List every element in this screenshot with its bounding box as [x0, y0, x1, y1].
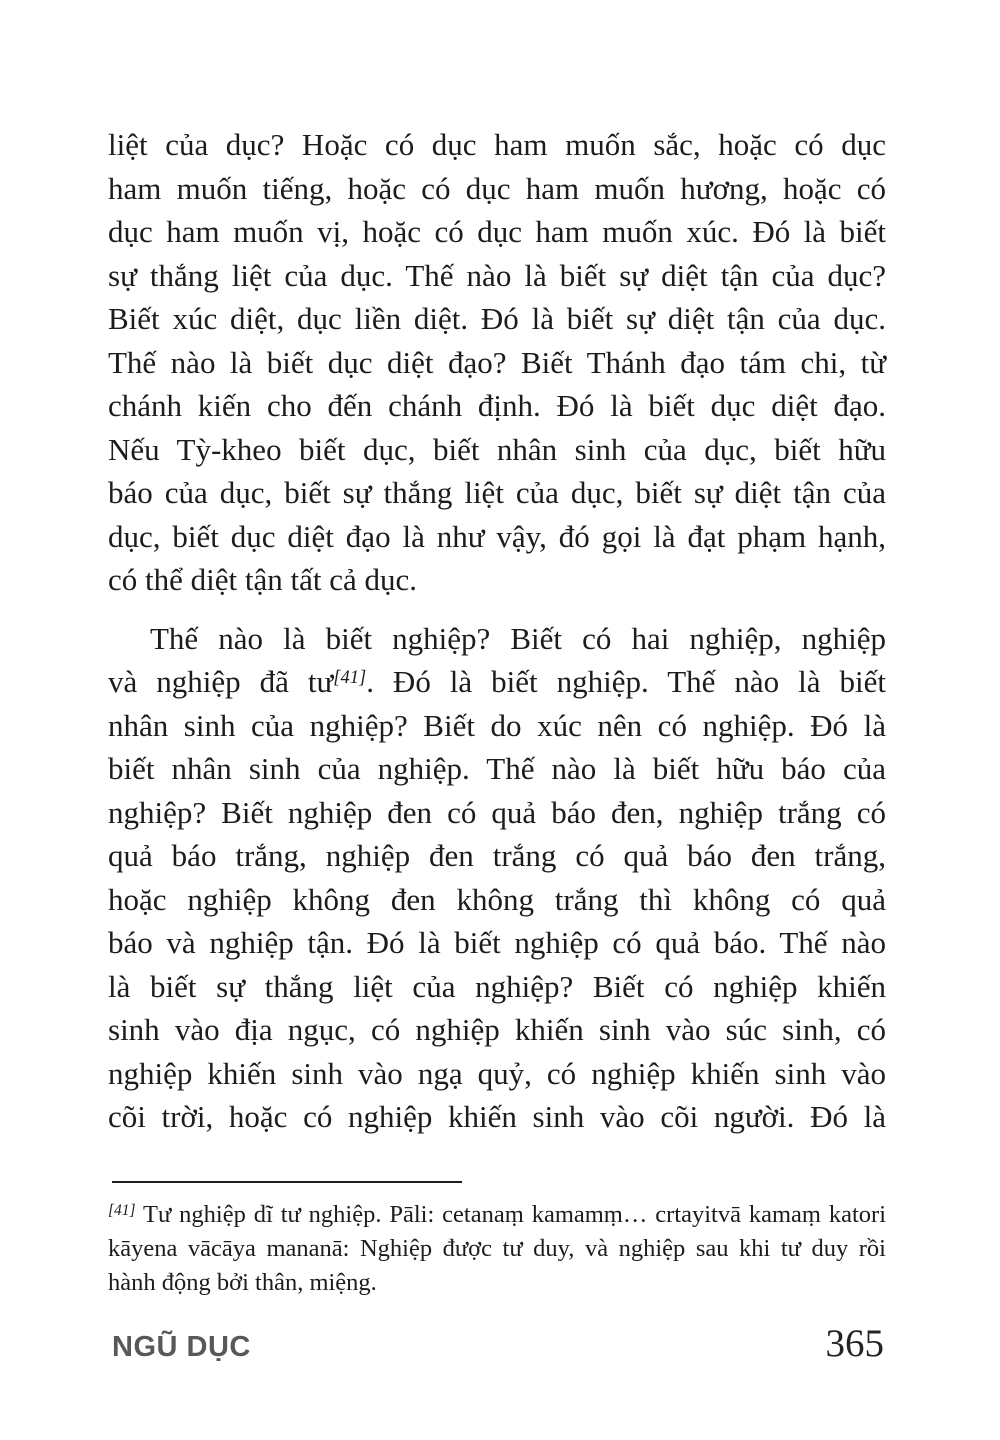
- body-text-line: nghiệp khiến sinh vào ngạ quỷ, có nghiệp khiến sinh vào: [108, 1055, 886, 1091]
- body-text-line: liệt của dục? Hoặc có dục ham muốn sắc, hoặc có dục: [108, 127, 886, 162]
- paragraph-2: [108, 617, 886, 1139]
- footnote: [108, 1198, 886, 1299]
- body-text-line: nghiệp? Biết nghiệp đen có quả báo đen, nghiệp trắng có: [108, 794, 886, 830]
- footnote-ref-41: [41]: [333, 668, 367, 688]
- body-text-line: chánh kiến cho đến chánh định. Đó là biết dục diệt đạo.: [108, 388, 886, 423]
- body-text: [108, 123, 886, 1139]
- body-text-line: biết nhân sinh của nghiệp. Thế nào là biết hữu báo của: [108, 751, 886, 786]
- body-text-line: báo và nghiệp tận. Đó là biết nghiệp có quả báo. Thế nào: [108, 925, 886, 960]
- footnote-separator: [112, 1181, 462, 1183]
- body-text-line: hoặc nghiệp không đen không trắng thì không có quả: [108, 881, 886, 917]
- body-text-line: có thể diệt tận tất cả dục.: [108, 562, 418, 597]
- footnote-text-segment: Tư nghiệp dĩ tư nghiệp. Pāli: cetanaṃ kamamṃ… crtayitvā kamaṃ katori: [135, 1201, 886, 1228]
- body-text-line: [108, 660, 886, 704]
- footnote-line: kāyena vācāya mananā: Nghiệp được tư duy, và nghiệp sau khi tư duy rồi: [108, 1234, 886, 1262]
- body-text-line: là biết sự thắng liệt của nghiệp? Biết có nghiệp khiến: [108, 968, 886, 1004]
- body-text-line: sự thắng liệt của dục. Thế nào là biết sự diệt tận của dục?: [108, 257, 886, 293]
- body-text-line: dục, biết dục diệt đạo là như vậy, đó gọi là đạt phạm hạnh,: [108, 518, 886, 554]
- body-text-line: Nếu Tỳ-kheo biết dục, biết nhân sinh của dục, biết hữu: [108, 431, 886, 467]
- body-text-line: cõi trời, hoặc có nghiệp khiến sinh vào cõi người. Đó là: [108, 1099, 886, 1134]
- footnote-line: [108, 1198, 886, 1232]
- body-text-line: dục ham muốn vị, hoặc có dục ham muốn xúc. Đó là biết: [108, 214, 886, 249]
- footnote-marker-41: [41]: [108, 1202, 136, 1219]
- body-text-line: nhân sinh của nghiệp? Biết do xúc nên có nghiệp. Đó là: [108, 707, 886, 743]
- body-text-line: ham muốn tiếng, hoặc có dục ham muốn hương, hoặc có: [108, 170, 886, 206]
- body-text-segment: và nghiệp đã tư: [108, 664, 334, 699]
- paragraph-1: [108, 123, 886, 602]
- body-text-line: quả báo trắng, nghiệp đen trắng có quả báo đen trắng,: [108, 838, 886, 873]
- body-text-line: Thế nào là biết dục diệt đạo? Biết Thánh đạo tám chi, từ: [108, 344, 886, 380]
- body-text-line: sinh vào địa ngục, có nghiệp khiến sinh vào súc sinh, có: [108, 1012, 886, 1047]
- body-text-line: Biết xúc diệt, dục liền diệt. Đó là biết sự diệt tận của dục.: [108, 301, 886, 336]
- page-number: 365: [825, 1322, 884, 1365]
- footnote-line: hành động bởi thân, miệng.: [108, 1268, 377, 1296]
- body-text-segment: . Đó là biết nghiệp. Thế nào là biết: [366, 664, 886, 699]
- body-text-line: báo của dục, biết sự thắng liệt của dục, biết sự diệt tận của: [108, 475, 886, 510]
- body-text-line: Thế nào là biết nghiệp? Biết có hai nghiệp, nghiệp: [150, 620, 886, 656]
- page-footer: [112, 1321, 884, 1366]
- running-title: NGŨ DỤC: [112, 1331, 251, 1363]
